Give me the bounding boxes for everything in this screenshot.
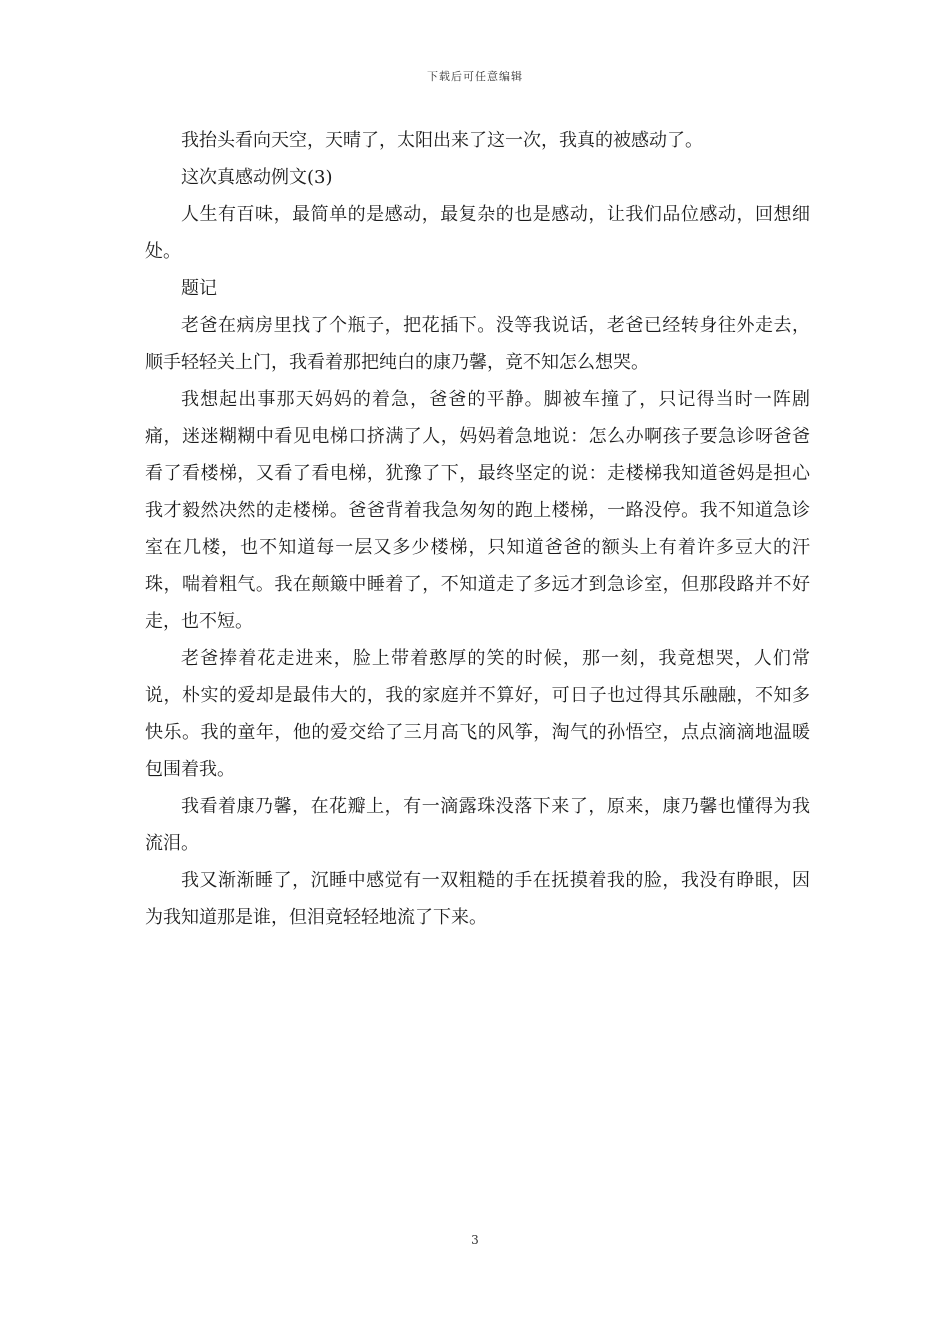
epigraph-label: 题记 (181, 278, 217, 299)
paragraph-2: 老爸在病房里找了个瓶子，把花插下。没等我说话，老爸已经转身往外走去，顺手轻轻关上门，我看着那把纯白的康乃馨，竟不知怎么想哭。 (145, 315, 810, 373)
section-title: 这次真感动例文(3) (181, 167, 333, 188)
paragraph-5: 我看着康乃馨，在花瓣上，有一滴露珠没落下来了，原来，康乃馨也懂得为我流泪。 (145, 796, 810, 854)
paragraph-1: 我抬头看向天空，天晴了，太阳出来了这一次，我真的被感动了。 (181, 130, 703, 151)
page-header: 下载后可任意编辑 (427, 70, 523, 83)
paragraph-intro: 人生有百味，最简单的是感动，最复杂的也是感动，让我们品位感动，回想细处。 (145, 204, 810, 262)
document-body (145, 122, 810, 936)
page-number: 3 (471, 1233, 479, 1247)
paragraph-3: 我想起出事那天妈妈的着急，爸爸的平静。脚被车撞了，只记得当时一阵剧痛，迷迷糊糊中看见电梯口挤满了人，妈妈着急地说：怎么办啊孩子要急诊呀爸爸看了看楼梯，又看了看电梯，犹豫了下，最终坚定的说：走楼梯我知道爸妈是担心我才毅然决然的走楼梯。爸爸背着我急匆匆的跑上楼梯，一路没停。我不知道急诊室在几楼，也不知道每一层又多少楼梯，只知道爸爸的额头上有着许多豆大的汗珠，喘着粗气。我在颠簸中睡着了，不知道走了多远才到急诊室，但那段路并不好走，也不短。 (145, 389, 810, 632)
paragraph-4: 老爸捧着花走进来，脸上带着憨厚的笑的时候，那一刻，我竟想哭，人们常说，朴实的爱却是最伟大的，我的家庭并不算好，可日子也过得其乐融融，不知多快乐。我的童年，他的爱交给了三月高飞的风筝，淘气的孙悟空，点点滴滴地温暖包围着我。 (145, 648, 810, 780)
paragraph-6: 我又渐渐睡了，沉睡中感觉有一双粗糙的手在抚摸着我的脸，我没有睁眼，因为我知道那是谁，但泪竟轻轻地流了下来。 (145, 870, 810, 928)
